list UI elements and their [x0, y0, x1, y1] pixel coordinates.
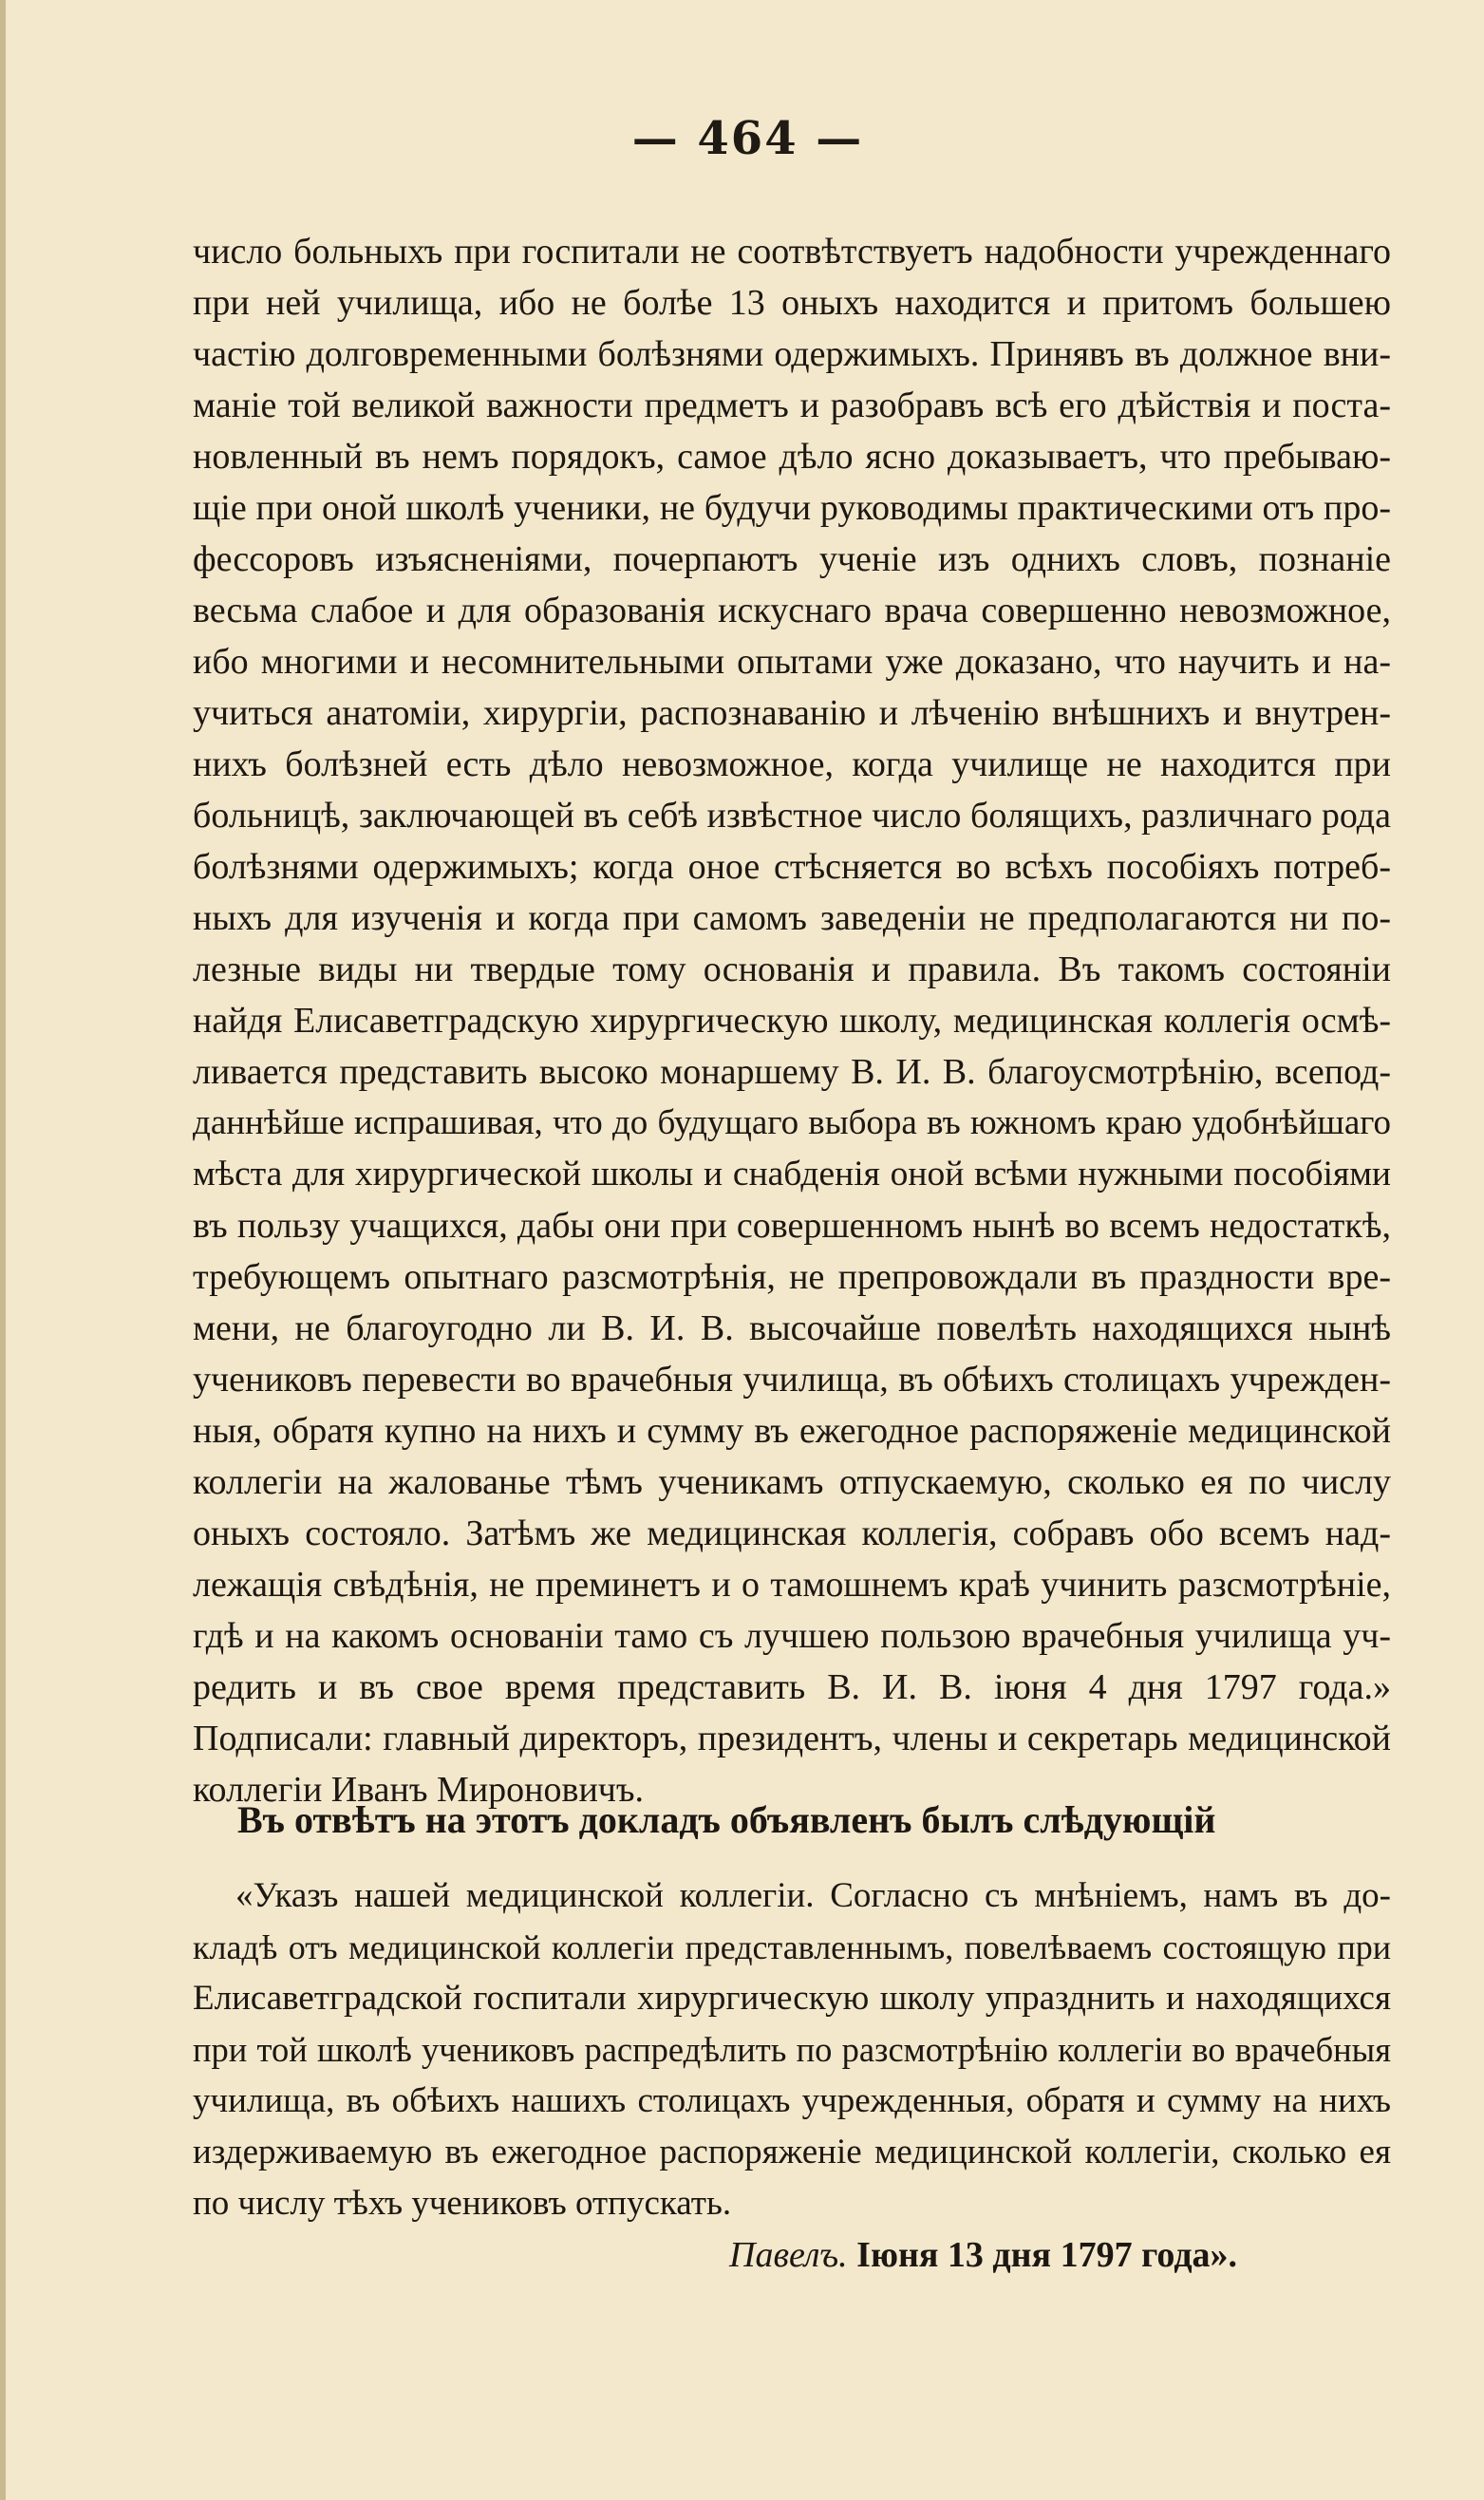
decree-line: училища, въ обѣихъ нашихъ столицахъ учрежденныя, обратя и сумму на нихъ: [193, 2081, 1391, 2120]
text-line: ныя, обратя купно на нихъ и сумму въ ежегодное распоряженіе медицинской: [193, 1411, 1391, 1451]
text-line: ныхъ для изученія и когда при самомъ заведеніи не предполагаются ни по-: [193, 898, 1391, 938]
text-line: при ней училища, ибо не болѣе 13 оныхъ находится и притомъ большею: [193, 283, 1391, 323]
text-line: редить и въ свое время представить В. И. В. іюня 4 дня 1797 года.»: [193, 1667, 1391, 1707]
text-line: найдя Елисаветградскую хирургическую школу, медицинская коллегія осмѣ-: [193, 1001, 1391, 1041]
decree-line: по числу тѣхъ учениковъ отпускать.: [193, 2184, 732, 2223]
decree-paragraph: [193, 1870, 1391, 2229]
text-line: нихъ болѣзней есть дѣло невозможное, когда училище не находится при: [193, 744, 1391, 784]
answer-heading: Въ отвѣтъ на этотъ докладъ объявленъ былъ слѣдующій: [237, 1798, 1216, 1841]
text-line: новленный въ немъ порядокъ, самое дѣло ясно доказываетъ, что пребываю-: [193, 437, 1391, 477]
text-line: весьма слабое и для образованія искуснаго врача совершенно невозможное,: [193, 591, 1391, 630]
signature-name: Павелъ.: [729, 2235, 848, 2275]
text-line: ибо многими и несомнительными опытами уже доказано, что научить и на-: [193, 642, 1391, 682]
text-line: число больныхъ при госпитали не соотвѣтствуетъ надобности учрежденнаго: [193, 232, 1391, 272]
signature-date: Іюня 13 дня 1797 года».: [856, 2235, 1238, 2275]
text-line: коллегіи Иванъ Мироновичъ.: [193, 1770, 645, 1810]
text-line: лежащія свѣдѣнія, не преминетъ и о тамошнемъ краѣ учинить разсмотрѣніе,: [193, 1565, 1391, 1605]
text-line: мени, не благоугодно ли В. И. В. высочайше повелѣть находящихся нынѣ: [193, 1308, 1391, 1348]
text-line: фессоровъ изъясненіями, почерпаютъ ученіе изъ однихъ словъ, познаніе: [193, 539, 1391, 579]
text-line: требующемъ опытнаго разсмотрѣнія, не препровождали въ праздности вре-: [193, 1257, 1391, 1297]
text-line: гдѣ и на какомъ основаніи тамо съ лучшею пользою врачебныя училища уч-: [193, 1616, 1391, 1656]
decree-line: кладѣ отъ медицинской коллегіи представленнымъ, повелѣваемъ состоящую при: [193, 1928, 1391, 1966]
decree-line: при той школѣ учениковъ распредѣлить по разсмотрѣнію коллегіи во врачебныя: [193, 2030, 1391, 2069]
text-line: частію долговременными болѣзнями одержимыхъ. Принявъ въ должное вни-: [193, 334, 1391, 374]
text-line: ливается представить высоко монаршему В. И. В. благоусмотрѣнію, всепод-: [193, 1052, 1391, 1092]
text-line: больницѣ, заключающей въ себѣ извѣстное число болящихъ, различнаго рода: [193, 796, 1391, 836]
decree-line: Елисаветградской госпитали хирургическую школу упразднить и находящихся: [193, 1979, 1391, 2018]
decree-line: издерживаемую въ ежегодное распоряженіе медицинской коллегіи, сколько ея: [193, 2133, 1391, 2171]
page-number: — 464 —: [631, 112, 864, 165]
signature-line: [729, 2229, 1237, 2281]
text-line: даннѣйше испрашивая, что до будущаго выбора въ южномъ краю удобнѣйшаго: [193, 1103, 1391, 1142]
text-line: Подписали: главный директоръ, президентъ, члены и секретарь медицинской: [193, 1719, 1391, 1758]
text-line: учиться анатоміи, хирургіи, распознаванію и лѣченію внѣшнихъ и внутрен-: [193, 693, 1391, 733]
decree-line: «Указъ нашей медицинской коллегіи. Согласно съ мнѣніемъ, намъ въ до-: [235, 1876, 1391, 1915]
main-paragraph: [193, 226, 1391, 1815]
text-line: щіе при оной школѣ ученики, не будучи руководимы практическими отъ про-: [193, 488, 1391, 528]
text-line: учениковъ перевести во врачебныя училища, въ обѣихъ столицахъ учрежден-: [193, 1360, 1391, 1400]
text-line: лезные виды ни твердые тому основанія и правила. Въ такомъ состояніи: [193, 949, 1391, 989]
text-line: въ пользу учащихся, дабы они при совершенномъ нынѣ во всемъ недостаткѣ,: [193, 1206, 1391, 1246]
text-line: болѣзнями одержимыхъ; когда оное стѣсняется во всѣхъ пособіяхъ потреб-: [193, 847, 1391, 887]
text-line: оныхъ состояло. Затѣмъ же медицинская коллегія, собравъ обо всемъ над-: [193, 1513, 1391, 1553]
text-line: коллегіи на жалованье тѣмъ ученикамъ отпускаемую, сколько ея по числу: [193, 1462, 1391, 1502]
text-line: мѣста для хирургической школы и снабденія оной всѣми нужными пособіями: [193, 1155, 1391, 1194]
text-line: маніе той великой важности предметъ и разобравъ всѣ его дѣйствія и поста-: [193, 385, 1391, 425]
